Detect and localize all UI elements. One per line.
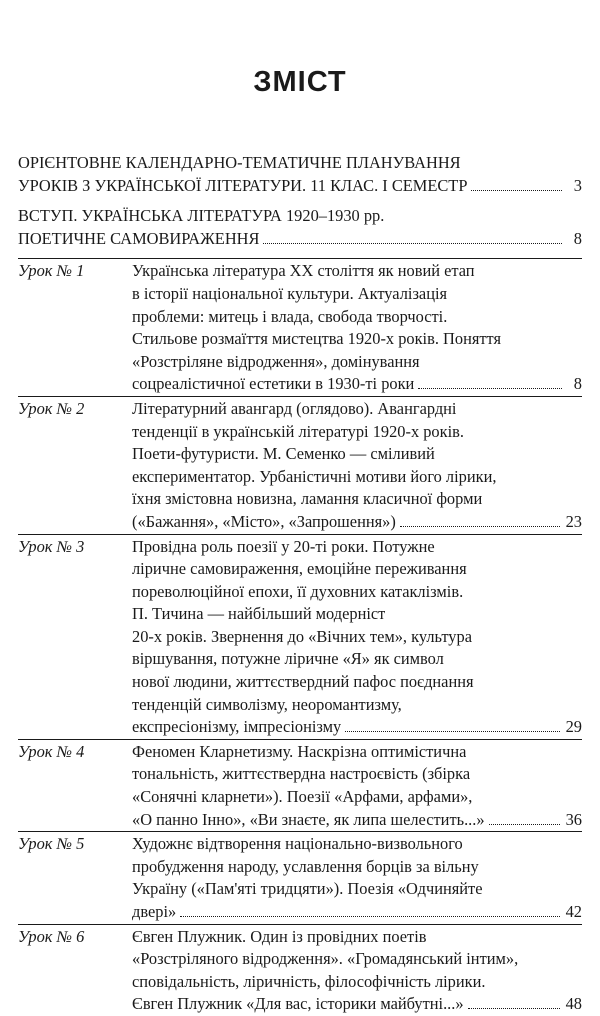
page-number: 8 [573,374,582,394]
toc-line [132,328,582,351]
toc-line-text: Літературний авангард (оглядово). Авангардні [132,398,457,418]
toc-line-text: Євген Плужник. Один із провідних поетів [132,926,427,946]
toc-lesson [18,924,582,1016]
toc-line-text: «Розстріляне відродження», домінування [132,351,420,371]
toc-line [132,716,582,739]
toc-line [18,175,582,198]
page-number: 36 [565,809,582,829]
lesson-label: Урок № 3 [18,536,85,556]
lesson-description [132,833,582,923]
toc-line-text: соцреалістичної естетики в 1930-ті роки [132,374,415,394]
dot-leader [400,511,560,527]
page-number: 29 [565,717,582,737]
toc-line [132,948,582,971]
page-number: 23 [565,511,582,531]
toc-line-text: пореволюційної епохи, її духовних катаклізмів. [132,581,464,601]
toc-line-text: ліричне самовираження, емоційне переживання [132,559,467,579]
toc-lesson [18,831,582,923]
toc-line [132,971,582,994]
toc-line [132,763,582,786]
lesson-description [132,741,582,831]
toc-line [132,786,582,809]
toc-line-text: двері» [132,902,177,921]
toc-line [132,373,582,396]
dot-leader [180,901,559,917]
toc-line-text: тональність, життєствердна настроєвість (збірка [132,764,471,784]
toc-line [132,833,582,856]
lesson-description [132,926,582,1016]
lesson-description [132,398,582,534]
dot-leader [345,716,559,732]
toc-line-text: пробудження народу, уславлення борців за вільну [132,856,479,876]
toc-line-text: Українська література XX століття як новий етап [132,261,475,281]
toc-line-text: віршування, потужне ліричне «Я» як символ [132,649,444,669]
lesson-label: Урок № 1 [18,261,85,281]
toc-line [132,558,582,581]
toc-line [132,741,582,764]
page-number: 3 [573,175,582,195]
toc-line-text: («Бажання», «Місто», «Запрошення») [132,511,396,531]
lesson-description [132,536,582,739]
toc-line [132,443,582,466]
toc-lesson [18,534,582,739]
toc-line-text: Провідна роль поезії у 20-ті роки. Потужне [132,536,435,556]
toc-line [132,260,582,283]
lesson-label: Урок № 4 [18,741,85,761]
toc-line [132,626,582,649]
toc-line [132,421,582,444]
toc-line-text: тенденцій символізму, неоромантизму, [132,694,402,714]
toc-line-text: ПОЕТИЧНЕ САМОВИРАЖЕННЯ [18,228,260,248]
toc-line [18,228,582,251]
toc-line-text: нової людини, життєствердний пафос поєднання [132,672,474,692]
toc-line-text: ОРІЄНТОВНЕ КАЛЕНДАРНО-ТЕМАТИЧНЕ ПЛАНУВАННЯ [18,153,461,172]
toc-line [132,993,582,1016]
toc-line [132,581,582,604]
toc-line [132,511,582,534]
toc-line-text: сповідальність, ліричність, філософічність лірики. [132,971,486,991]
toc-line-text: Художнє відтворення національно-визвольного [132,834,463,854]
toc-line [132,671,582,694]
dot-leader [468,993,560,1009]
dot-leader [263,228,562,244]
toc-line [132,488,582,511]
toc-line [132,351,582,374]
toc-line [18,152,582,175]
lesson-label: Урок № 5 [18,834,85,854]
toc-line-text: 20-х років. Звернення до «Вічних тем», культура [132,626,472,646]
toc-line-text: Євген Плужник «Для вас, історики майбутні...» [132,994,464,1014]
toc-line-text: їхня змістовна новизна, ламання класичної форми [132,489,483,509]
page-number: 8 [573,228,582,248]
lesson-label: Урок № 2 [18,398,85,418]
toc-lesson [18,396,582,534]
lesson-description [132,260,582,396]
toc-line [132,603,582,626]
page-number: 48 [565,994,582,1014]
toc-line [132,878,582,901]
toc-line-text: «Сонячні кларнети»). Поезії «Арфами, арфами», [132,787,473,807]
toc-line-text: в історії національної культури. Актуалізація [132,283,448,303]
toc-lesson [18,739,582,831]
toc-line-text: «О панно Інно», «Ви знаєте, як липа шелестить...» [132,809,485,829]
toc-line-text: Феномен Кларнетизму. Наскрізна оптимістична [132,741,467,761]
toc-lesson [18,258,582,396]
toc-line-text: П. Тичина — найбільший модерніст [132,604,386,624]
toc-section [18,152,582,197]
lesson-label: Урок № 6 [18,926,85,946]
toc-line [132,856,582,879]
toc-section [18,205,582,250]
toc-line-text: тенденції в українській літературі 1920-х років. [132,421,464,441]
toc-line [132,283,582,306]
toc-line-text: Україну («Пам'яті тридцяти»). Поезія «Одчиняйте [132,879,483,899]
toc-content [18,152,582,1016]
page-title: ЗМІСТ [253,66,347,98]
dot-leader [471,175,562,191]
toc-line [132,306,582,329]
toc-line-text: Поети-футуристи. М. Семенко — сміливий [132,444,435,464]
toc-line-text: проблеми: митець і влада, свобода творчості. [132,306,448,326]
toc-line-text: «Розстріляного відродження». «Громадянський інтим», [132,949,519,969]
toc-line [132,809,582,832]
toc-line [132,694,582,717]
toc-line [132,466,582,489]
toc-line [132,901,582,924]
dot-leader [418,373,562,389]
toc-line-text: ВСТУП. УКРАЇНСЬКА ЛІТЕРАТУРА 1920–1930 рр. [18,206,385,226]
toc-line [132,648,582,671]
dot-leader [489,809,560,825]
toc-line-text: Стильове розмаїття мистецтва 1920-х років. Поняття [132,329,502,349]
toc-line [132,926,582,949]
toc-line-text: експериментатор. Урбаністичні мотиви його лірики, [132,466,497,486]
page-number: 42 [565,902,582,921]
toc-line [132,398,582,421]
toc-line-text: експресіонізму, імпресіонізму [132,717,342,737]
toc-line-text: УРОКІВ З УКРАЇНСЬКОЇ ЛІТЕРАТУРИ. 11 КЛАС. І СЕМЕСТР [18,175,468,195]
toc-line [132,536,582,559]
toc-line [18,205,582,228]
